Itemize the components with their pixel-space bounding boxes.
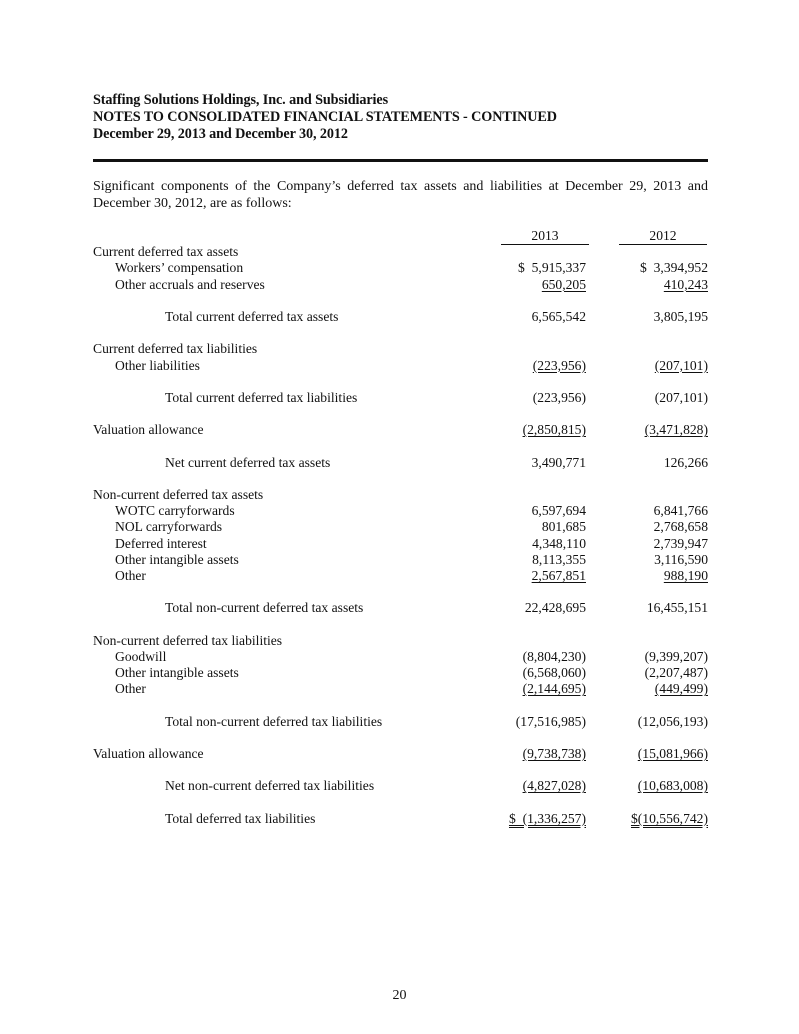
document-header — [93, 92, 708, 143]
total-row: Total non-current deferred tax liabilities (17,516,985) (12,056,193) — [165, 713, 708, 729]
document-dates: December 29, 2013 and December 30, 2012 — [93, 126, 348, 142]
table-row: Other intangible assets (6,568,060) (2,207,487) — [115, 665, 708, 681]
section-heading: Current deferred tax assets — [93, 244, 239, 260]
grand-total-row: Total deferred tax liabilities $ (1,336,257) $(10,556,742) — [165, 810, 708, 826]
intro-paragraph: Significant components of the Company’s deferred tax assets and liabilities at December 29, 2013 and December 30, 2012, are as follows: — [93, 179, 708, 211]
company-name: Staffing Solutions Holdings, Inc. and Subsidiaries — [93, 92, 389, 108]
table-row: Other liabilities (223,956) (207,101) — [115, 357, 708, 373]
page-number: 20 — [392, 988, 407, 1003]
section-heading: Non-current deferred tax liabilities — [93, 632, 283, 648]
table-row: Other accruals and reserves 650,205 410,243 — [115, 276, 708, 292]
table-row: Deferred interest 4,348,110 2,739,947 — [115, 535, 708, 551]
header-rule — [93, 159, 708, 162]
document-title: NOTES TO CONSOLIDATED FINANCIAL STATEMENTS - CONTINUED — [93, 109, 557, 125]
table-row: Other intangible assets 8,113,355 3,116,590 — [115, 551, 708, 567]
total-row: Total current deferred tax liabilities (223,956) (207,101) — [165, 389, 708, 405]
total-row: Net current deferred tax assets 3,490,771 126,266 — [165, 454, 708, 470]
column-header-2012: 2012 — [619, 228, 707, 245]
total-row: Total current deferred tax assets 6,565,542 3,805,195 — [165, 308, 708, 324]
table-row: Other 2,567,851 988,190 — [115, 567, 708, 583]
table-row: Workers’ compensation $ 5,915,337 $ 3,394,952 — [115, 260, 708, 276]
table-row: Goodwill (8,804,230) (9,399,207) — [115, 648, 708, 664]
total-row: Net non-current deferred tax liabilities (4,827,028) (10,683,008) — [165, 778, 708, 794]
table-row: Valuation allowance (9,738,738) (15,081,966) — [93, 746, 708, 761]
column-header-row — [93, 228, 708, 244]
table-row: WOTC carryforwards 6,597,694 6,841,766 — [115, 503, 708, 519]
table-row: NOL carryforwards 801,685 2,768,658 — [115, 519, 708, 535]
deferred-tax-table — [93, 228, 708, 827]
table-row: Valuation allowance (2,850,815) (3,471,828) — [93, 422, 708, 438]
section-heading: Non-current deferred tax assets — [93, 487, 264, 502]
column-header-2013: 2013 — [501, 228, 589, 245]
total-row: Total non-current deferred tax assets 22,428,695 16,455,151 — [165, 600, 708, 616]
table-row: Other (2,144,695) (449,499) — [115, 681, 708, 697]
section-heading: Current deferred tax liabilities — [93, 341, 258, 357]
